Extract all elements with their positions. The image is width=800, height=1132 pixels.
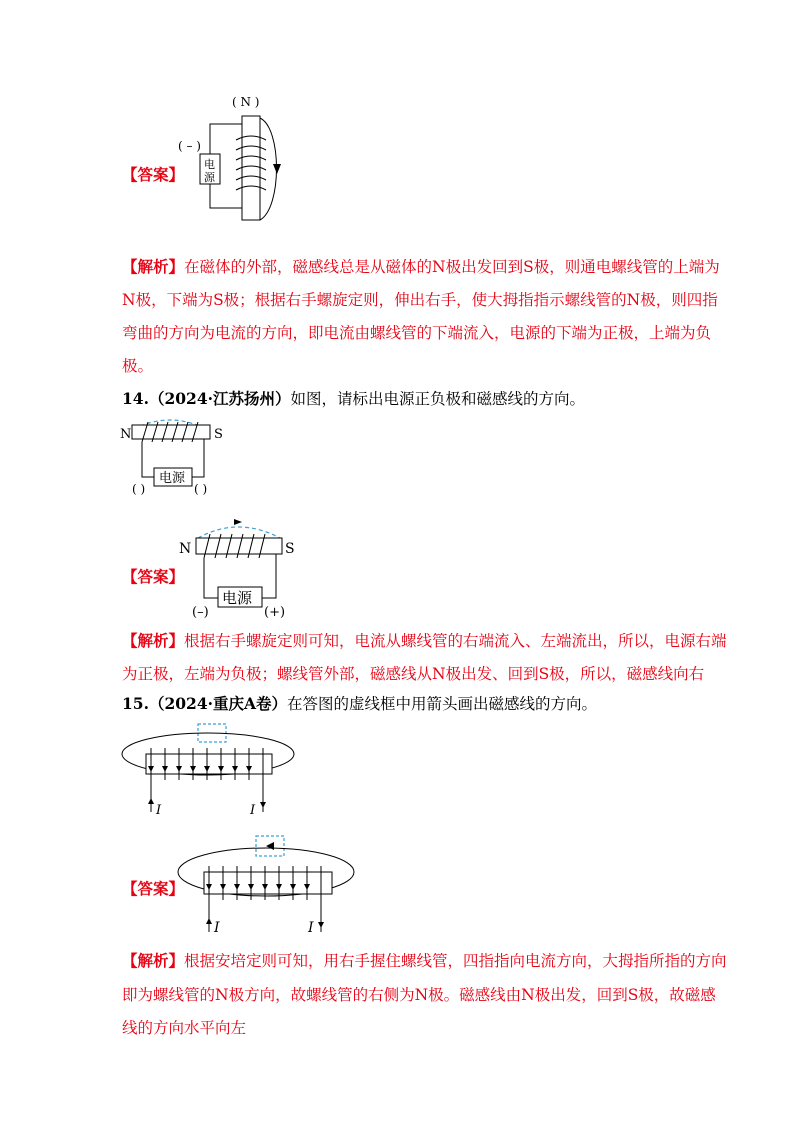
q13-analysis-line-2: N极，下端为S极；根据右手螺旋定则，伸出右手，使大拇指指示螺线管的N极，则四指 bbox=[122, 291, 718, 309]
q14-s-label: S bbox=[214, 427, 223, 442]
q15-title bbox=[122, 694, 597, 714]
q14-ans-s-label: S bbox=[285, 541, 295, 557]
q13-analysis-line-1: 【解析】在磁体的外部，磁感线总是从磁体的N极出发回到S极，则通电螺线管的上端为 bbox=[122, 257, 720, 276]
q15-number: 15. bbox=[122, 694, 149, 713]
analysis-tag: 【解析】 bbox=[122, 257, 185, 276]
q15-answer-diagram bbox=[172, 832, 362, 936]
q13-power-label: 电 bbox=[204, 158, 215, 171]
q15-text: 在答图的虚线框中用箭头画出磁感线的方向。 bbox=[287, 695, 598, 713]
q14-question-diagram bbox=[118, 413, 228, 503]
q15-question-diagram bbox=[118, 720, 298, 820]
q15-ans-current-right: I bbox=[308, 920, 314, 936]
q14-ans-left-sign: (–) bbox=[192, 605, 209, 620]
answer-label-q15: 【答案】 bbox=[122, 879, 185, 898]
q14-analysis-line-1: 【解析】根据右手螺旋定则可知，电流从螺线管的右端流入、左端流出，所以，电源右端 bbox=[122, 631, 727, 650]
svg-text:源: 源 bbox=[204, 171, 215, 184]
q14-source: （2024·江苏扬州） bbox=[148, 389, 291, 408]
q15-current-right: I bbox=[250, 803, 256, 818]
q13-top-label: ( N ) bbox=[232, 95, 260, 109]
q14-ans-right-sign: (+) bbox=[264, 605, 286, 620]
answer-label-q13: 【答案】 bbox=[122, 165, 185, 184]
q15-source: （2024·重庆A卷） bbox=[148, 694, 288, 713]
q13-answer-diagram bbox=[170, 88, 300, 228]
q14-analysis-line-2: 为正极，左端为负极；螺线管外部，磁感线从N极出发、回到S极，所以，磁感线向右 bbox=[122, 665, 705, 683]
q14-right-paren: ( ) bbox=[194, 482, 208, 496]
q13-analysis-line-4: 极。 bbox=[122, 357, 154, 375]
q14-answer-diagram bbox=[176, 512, 300, 620]
q14-left-paren: ( ) bbox=[132, 482, 146, 496]
q14-ans-n-label: N bbox=[179, 541, 192, 557]
q15-ans-current-left: I bbox=[214, 920, 220, 936]
q14-power-label: 电源 bbox=[159, 471, 186, 486]
q14-text: 如图，请标出电源正负极和磁感线的方向。 bbox=[290, 390, 586, 408]
q14-title bbox=[122, 389, 585, 409]
q15-analysis-line-2: 即为螺线管的N极方向，故螺线管的右侧为N极。磁感线由N极出发，回到S极，故磁感 bbox=[122, 986, 716, 1004]
q15-analysis-line-1: 【解析】根据安培定则可知，用右手握住螺线管，四指指向电流方向，大拇指所指的方向 bbox=[122, 951, 727, 970]
q15-current-left: I bbox=[156, 803, 162, 818]
answer-label-q14: 【答案】 bbox=[122, 567, 185, 586]
q13-left-label: ( – ) bbox=[178, 139, 201, 153]
q14-ans-power-label: 电源 bbox=[222, 589, 253, 607]
q14-n-label: N bbox=[120, 427, 132, 442]
q13-analysis-line-3: 弯曲的方向为电流的方向，即电流由螺线管的下端流入，电源的下端为正极，上端为负 bbox=[122, 324, 712, 342]
q15-analysis-line-3: 线的方向水平向左 bbox=[122, 1019, 247, 1037]
q14-number: 14. bbox=[122, 389, 149, 408]
